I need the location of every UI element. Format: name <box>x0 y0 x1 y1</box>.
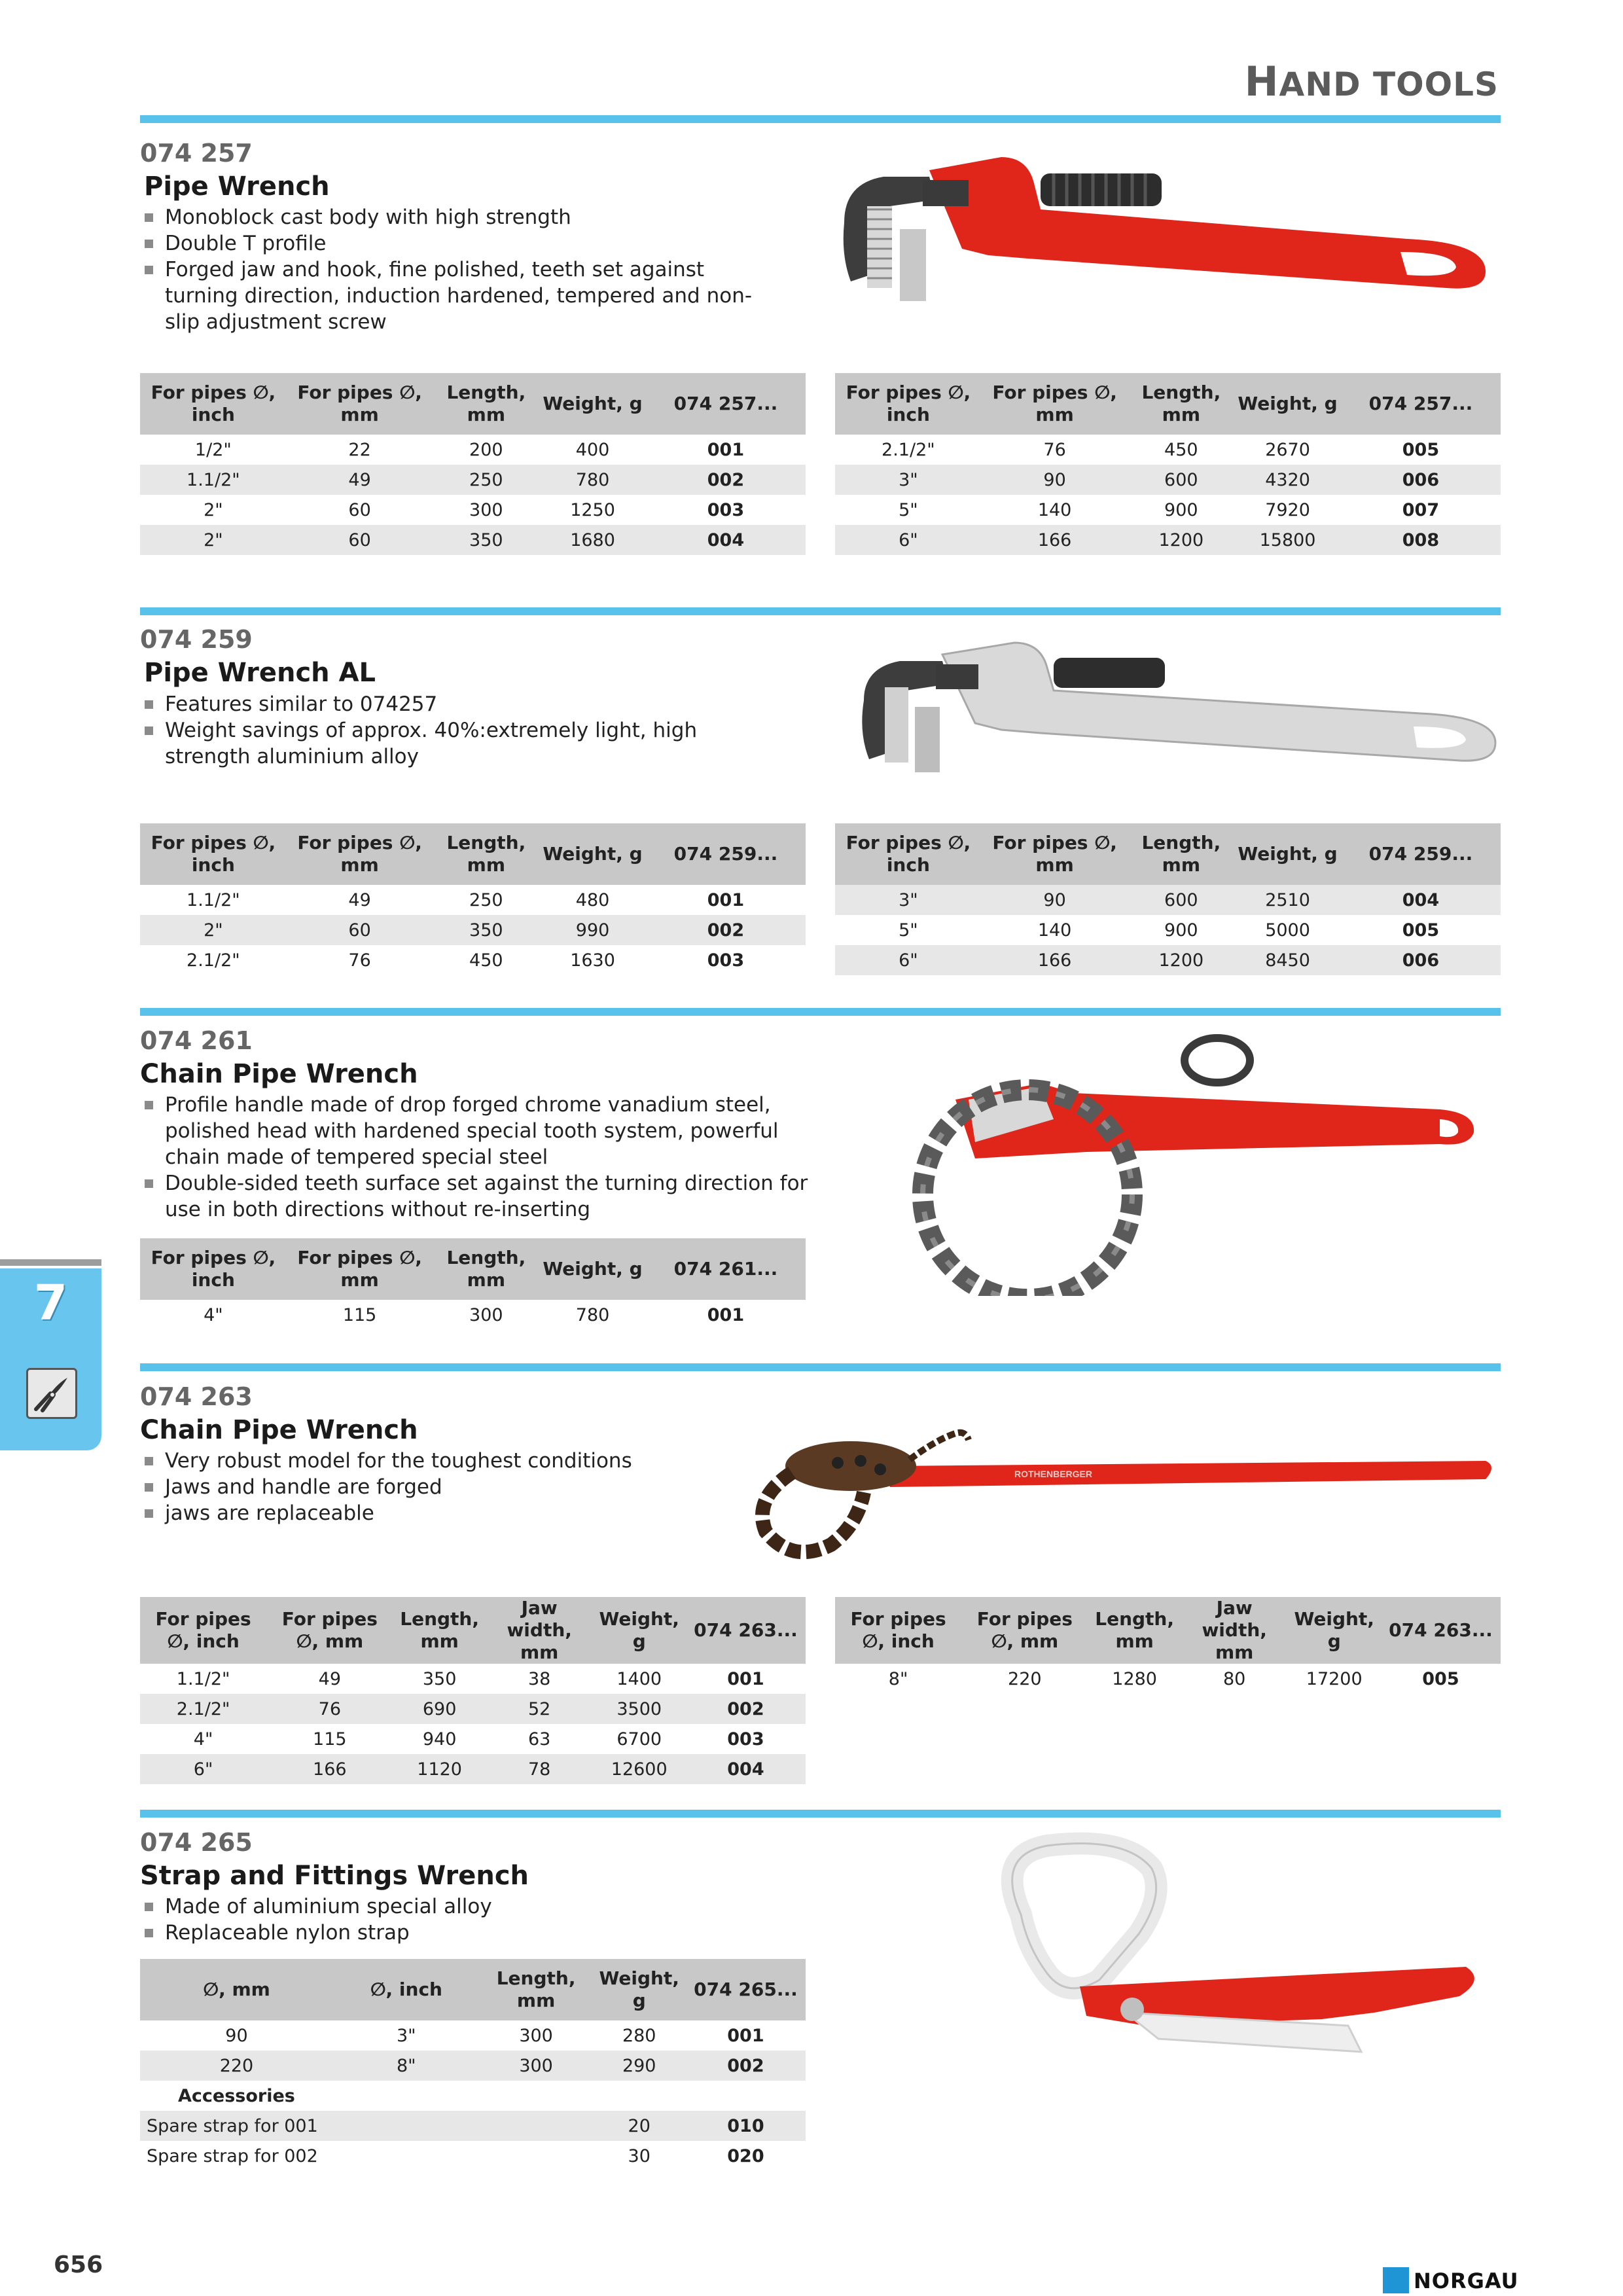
feature-item: Made of aluminium special alloy <box>141 1893 770 1920</box>
pipe-wrench-image <box>831 144 1505 347</box>
column-header: For pipes ∅, mm <box>287 823 433 885</box>
table-cell: 15800 <box>1234 525 1341 555</box>
table-cell: 400 <box>575 439 610 460</box>
order-number: 001 <box>707 439 745 460</box>
order-number: 001 <box>707 889 745 910</box>
column-header: Length, mm <box>480 1959 593 2020</box>
feature-item: Double T profile <box>141 230 770 257</box>
order-number: 001 <box>727 1668 764 1689</box>
spec-table <box>140 1238 806 1330</box>
table-cell: 5" <box>899 920 918 941</box>
spec-table <box>140 1597 806 1784</box>
table-cell: 2670 <box>1265 439 1310 460</box>
table-cell: 450 <box>1164 439 1198 460</box>
order-number: 002 <box>646 915 806 945</box>
table-cell: 166 <box>982 945 1128 975</box>
table-cell: 17200 <box>1306 1668 1363 1689</box>
order-number: 002 <box>686 2051 806 2081</box>
column-header: For pipes ∅, inch <box>140 823 287 885</box>
table-cell: 1630 <box>570 950 615 971</box>
table-cell: 6" <box>835 525 982 555</box>
brand-label: ROTHENBERGER <box>1014 1469 1093 1479</box>
table-row <box>140 945 806 975</box>
table-cell: 1250 <box>570 499 615 520</box>
heavy-chain-pipe-wrench-image <box>740 1414 1499 1571</box>
section-rule <box>140 1363 1501 1371</box>
table-row <box>835 1664 1501 1694</box>
column-header: 074 257... <box>1341 373 1501 435</box>
table-row <box>140 2141 806 2171</box>
column-header: Weight, g <box>593 1959 686 2020</box>
table-row <box>140 915 806 945</box>
order-number: 005 <box>1422 1668 1459 1689</box>
table-cell: 38 <box>527 1668 551 1689</box>
table-row <box>140 1754 806 1784</box>
table-cell: 300 <box>519 2025 553 2046</box>
table-cell: 12600 <box>593 1754 686 1784</box>
table-cell: 940 <box>422 1729 457 1749</box>
feature-list <box>141 691 770 770</box>
column-header: Weight, g <box>539 823 646 885</box>
table-cell: 8450 <box>1234 945 1341 975</box>
table-row <box>140 2051 806 2081</box>
table-cell: 4320 <box>1234 465 1341 495</box>
column-header: 074 261... <box>646 1238 806 1300</box>
column-header: 074 263... <box>1381 1597 1501 1664</box>
chapter-tab-bar <box>0 1259 101 1266</box>
column-header: ∅, inch <box>333 1959 480 2020</box>
column-header: 074 259... <box>646 823 806 885</box>
column-header: Length, mm <box>1128 373 1234 435</box>
table-row <box>835 915 1501 945</box>
spec-table <box>140 373 806 555</box>
feature-item: Monoblock cast body with high strength <box>141 204 770 230</box>
table-cell: 22 <box>348 439 371 460</box>
table-cell: 3" <box>396 2025 416 2046</box>
feature-item: Double-sided teeth surface set against the turning direction for use in both directions without re-inserting <box>141 1170 809 1223</box>
column-header: For pipes ∅, mm <box>982 373 1128 435</box>
chapter-number: 7 <box>33 1275 68 1331</box>
table-cell: 350 <box>422 1668 457 1689</box>
table-cell: 6700 <box>616 1729 662 1749</box>
column-header: For pipes ∅, mm <box>266 1597 393 1664</box>
feature-list <box>141 1448 770 1526</box>
table-row <box>140 525 806 555</box>
spec-table <box>140 823 806 975</box>
spec-table <box>835 373 1501 555</box>
table-cell: 1/2" <box>194 439 232 460</box>
column-header: ∅, mm <box>140 1959 333 2020</box>
column-header: For pipes ∅, inch <box>835 823 982 885</box>
order-number: 003 <box>707 499 745 520</box>
table-cell: 200 <box>469 439 503 460</box>
table-cell: 5000 <box>1265 920 1310 941</box>
table-cell: 140 <box>1037 499 1072 520</box>
table-cell: 220 <box>140 2051 333 2081</box>
column-header: For pipes ∅, mm <box>961 1597 1088 1664</box>
spec-table <box>835 1597 1501 1694</box>
order-number: 005 <box>1402 920 1440 941</box>
spec-table <box>140 1959 806 2171</box>
product-code: 074 263 <box>140 1382 253 1411</box>
product-code: 074 259 <box>140 625 253 654</box>
table-cell: 1200 <box>1128 525 1234 555</box>
page-number: 656 <box>54 2251 103 2278</box>
order-number: 004 <box>686 1754 806 1784</box>
order-number: 006 <box>1341 465 1501 495</box>
table-row <box>140 1694 806 1724</box>
table-cell: 900 <box>1164 499 1198 520</box>
accessories-heading-row <box>140 2081 806 2111</box>
order-number: 020 <box>727 2145 764 2166</box>
order-number: 003 <box>727 1729 764 1749</box>
column-header: Weight, g <box>1234 373 1341 435</box>
column-header: For pipes ∅, mm <box>982 823 1128 885</box>
table-cell: 2" <box>140 525 287 555</box>
product-code: 074 261 <box>140 1026 253 1055</box>
accessories-heading: Accessories <box>178 2085 295 2106</box>
column-header: Length, mm <box>393 1597 486 1664</box>
table-cell: 780 <box>539 465 646 495</box>
table-cell: 300 <box>469 499 503 520</box>
table-cell: 290 <box>593 2051 686 2081</box>
order-number: 005 <box>1402 439 1440 460</box>
table-cell: 49 <box>287 465 433 495</box>
table-cell: 2.1/2" <box>140 1694 266 1724</box>
table-cell: 60 <box>287 915 433 945</box>
column-header: For pipes ∅, inch <box>835 1597 961 1664</box>
column-header: Length, mm <box>1128 823 1234 885</box>
column-header: For pipes ∅, inch <box>140 1597 266 1664</box>
table-cell: 2510 <box>1234 885 1341 915</box>
table-cell: 76 <box>266 1694 393 1724</box>
table-row <box>140 435 806 465</box>
column-header: 074 259... <box>1341 823 1501 885</box>
feature-item: Very robust model for the toughest conditions <box>141 1448 770 1474</box>
table-cell: 3500 <box>593 1694 686 1724</box>
feature-list <box>141 1893 770 1946</box>
column-header: For pipes ∅, mm <box>287 373 433 435</box>
table-cell: 300 <box>480 2051 593 2081</box>
table-cell: 3" <box>835 885 982 915</box>
product-title: Chain Pipe Wrench <box>140 1415 418 1445</box>
column-header: Weight, g <box>1288 1597 1381 1664</box>
table-cell: 1400 <box>616 1668 662 1689</box>
table-cell: 8" <box>333 2051 480 2081</box>
table-cell: 250 <box>469 889 503 910</box>
table-cell: 78 <box>486 1754 593 1784</box>
order-number: 001 <box>707 1304 745 1325</box>
table-cell: 4" <box>204 1304 223 1325</box>
table-cell: 450 <box>469 950 503 971</box>
table-cell: 6" <box>835 945 982 975</box>
order-number: 010 <box>686 2111 806 2141</box>
table-row <box>835 435 1501 465</box>
feature-item: Profile handle made of drop forged chrome vanadium steel, polished head with hardened special tooth system, powerful chain made of tempered special steel <box>141 1092 809 1170</box>
table-cell: 115 <box>313 1729 347 1749</box>
column-header: Length, mm <box>433 373 539 435</box>
table-cell: 63 <box>527 1729 551 1749</box>
table-cell: 250 <box>433 465 539 495</box>
table-cell: 20 <box>593 2111 686 2141</box>
header-rule <box>140 115 1501 123</box>
table-row <box>140 465 806 495</box>
page-header-title: HAND TOOLS <box>1244 58 1499 105</box>
feature-item: Jaws and handle are forged <box>141 1474 770 1500</box>
feature-item: Forged jaw and hook, fine polished, teeth set against turning direction, induction hardened, tempered and non-slip adjustment screw <box>141 257 770 335</box>
column-header: Jaw width, mm <box>486 1597 593 1664</box>
feature-item: Weight savings of approx. 40%:extremely light, high strength aluminium alloy <box>141 717 770 770</box>
table-cell: 76 <box>348 950 371 971</box>
table-cell: 690 <box>393 1694 486 1724</box>
spec-table <box>835 823 1501 975</box>
table-cell: 5" <box>899 499 918 520</box>
column-header: Length, mm <box>433 1238 539 1300</box>
column-header: Weight, g <box>1234 823 1341 885</box>
table-cell: 166 <box>982 525 1128 555</box>
table-row <box>140 885 806 915</box>
table-cell: 1680 <box>539 525 646 555</box>
table-row <box>835 495 1501 525</box>
table-cell: 115 <box>342 1304 377 1325</box>
table-cell: 1120 <box>393 1754 486 1784</box>
table-cell: 990 <box>539 915 646 945</box>
section-rule <box>140 1810 1501 1818</box>
product-code: 074 265 <box>140 1828 253 1857</box>
table-row <box>835 525 1501 555</box>
column-header: Length, mm <box>433 823 539 885</box>
table-row <box>140 1724 806 1754</box>
table-cell: 140 <box>1037 920 1072 941</box>
table-cell: 8" <box>888 1668 908 1689</box>
aluminium-pipe-wrench-image <box>851 635 1505 798</box>
feature-list <box>141 1092 809 1223</box>
strap-wrench-image <box>969 1829 1479 2085</box>
column-header: 074 257... <box>646 373 806 435</box>
table-cell: 3" <box>835 465 982 495</box>
table-cell: 6" <box>140 1754 266 1784</box>
table-cell: 350 <box>433 525 539 555</box>
table-cell: 60 <box>287 525 433 555</box>
table-cell: 7920 <box>1265 499 1310 520</box>
table-cell: 90 <box>982 465 1128 495</box>
product-title: Pipe Wrench AL <box>144 658 376 688</box>
table-cell: 2" <box>140 915 287 945</box>
column-header: For pipes ∅, inch <box>140 1238 287 1300</box>
table-cell: 76 <box>1043 439 1066 460</box>
table-row <box>140 495 806 525</box>
table-cell: 780 <box>575 1304 610 1325</box>
table-row <box>140 1664 806 1694</box>
section-rule <box>140 1008 1501 1016</box>
table-cell: 480 <box>575 889 610 910</box>
table-row <box>140 2020 806 2051</box>
order-number: 007 <box>1402 499 1440 520</box>
table-cell: 600 <box>1128 885 1234 915</box>
table-cell: 49 <box>318 1668 341 1689</box>
table-cell: 220 <box>1008 1668 1042 1689</box>
table-cell: 90 <box>982 885 1128 915</box>
column-header: Jaw width, mm <box>1181 1597 1288 1664</box>
product-title: Strap and Fittings Wrench <box>140 1861 529 1891</box>
table-row <box>835 885 1501 915</box>
column-header: For pipes ∅, inch <box>140 373 287 435</box>
section-rule <box>140 607 1501 615</box>
accessory-name: Spare strap for 002 <box>147 2145 318 2166</box>
product-title: Chain Pipe Wrench <box>140 1059 418 1089</box>
table-cell: 90 <box>225 2025 248 2046</box>
order-number: 002 <box>646 465 806 495</box>
order-number: 003 <box>707 950 745 971</box>
feature-list <box>141 204 770 335</box>
table-cell: 300 <box>469 1304 503 1325</box>
column-header: Weight, g <box>539 373 646 435</box>
table-cell: 4" <box>193 1729 213 1749</box>
column-header: Length, mm <box>1088 1597 1181 1664</box>
order-number: 004 <box>646 525 806 555</box>
table-cell: 1.1/2" <box>176 1668 230 1689</box>
column-header: For pipes ∅, inch <box>835 373 982 435</box>
table-row <box>140 2111 806 2141</box>
table-cell: 166 <box>266 1754 393 1784</box>
table-cell: 1.1/2" <box>187 889 240 910</box>
table-cell: 1280 <box>1112 1668 1157 1689</box>
table-cell: 1200 <box>1128 945 1234 975</box>
table-cell: 30 <box>628 2145 651 2166</box>
table-cell: 280 <box>622 2025 656 2046</box>
table-cell: 600 <box>1128 465 1234 495</box>
column-header: 074 263... <box>686 1597 806 1664</box>
column-header: Weight, g <box>593 1597 686 1664</box>
column-header: 074 265... <box>686 1959 806 2020</box>
table-cell: 2.1/2" <box>187 950 240 971</box>
table-cell: 49 <box>348 889 371 910</box>
table-cell: 52 <box>486 1694 593 1724</box>
product-code: 074 257 <box>140 139 253 168</box>
pliers-icon <box>26 1368 77 1419</box>
brand-name: NORGAU <box>1414 2269 1519 2293</box>
table-cell: 2.1/2" <box>882 439 935 460</box>
table-row <box>835 465 1501 495</box>
table-cell: 80 <box>1222 1668 1246 1689</box>
brand-logo-icon <box>1383 2267 1409 2293</box>
column-header: Weight, g <box>539 1238 646 1300</box>
table-cell: 350 <box>433 915 539 945</box>
column-header: For pipes ∅, mm <box>287 1238 433 1300</box>
order-number: 008 <box>1341 525 1501 555</box>
feature-item: Features similar to 074257 <box>141 691 770 717</box>
table-row <box>140 1300 806 1330</box>
table-cell: 900 <box>1164 920 1198 941</box>
table-cell: 2" <box>204 499 223 520</box>
order-number: 001 <box>727 2025 764 2046</box>
product-title: Pipe Wrench <box>144 171 330 202</box>
feature-item: Replaceable nylon strap <box>141 1920 770 1946</box>
table-cell: 1.1/2" <box>140 465 287 495</box>
chain-pipe-wrench-image <box>877 1021 1492 1296</box>
feature-item: jaws are replaceable <box>141 1500 770 1526</box>
order-number: 002 <box>686 1694 806 1724</box>
order-number: 004 <box>1341 885 1501 915</box>
table-row <box>835 945 1501 975</box>
accessory-name: Spare strap for 001 <box>140 2111 593 2141</box>
order-number: 006 <box>1341 945 1501 975</box>
table-cell: 60 <box>348 499 371 520</box>
